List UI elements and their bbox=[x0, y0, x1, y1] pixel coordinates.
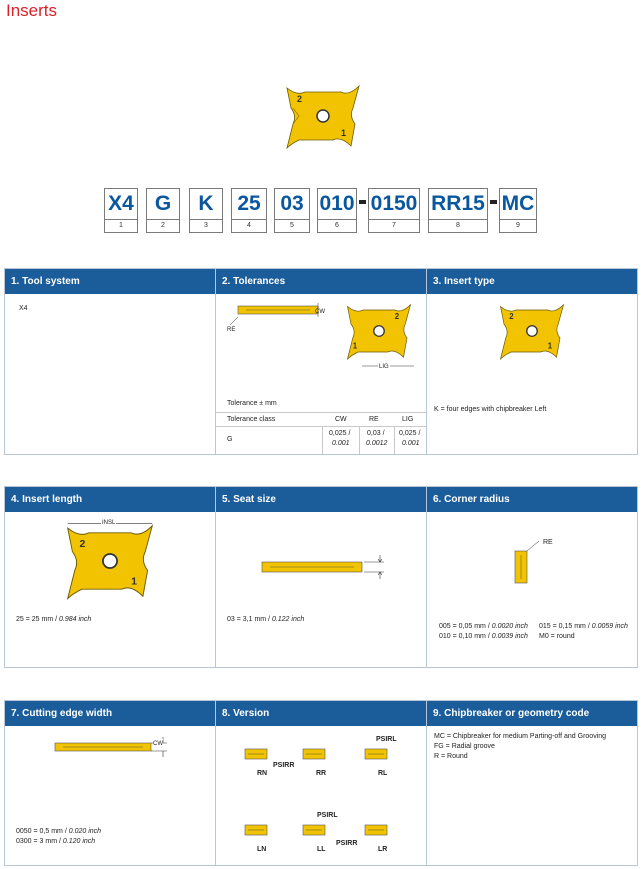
code-dash bbox=[359, 200, 366, 204]
code-num-5: 5 bbox=[274, 220, 310, 233]
tolerance-label: Tolerance ± mm bbox=[227, 400, 277, 407]
code-num-6: 6 bbox=[317, 220, 357, 233]
version-rn-diagram bbox=[244, 747, 268, 761]
table-cell-re-in: 0.0012 bbox=[366, 440, 388, 447]
panel-title: 8. Version bbox=[216, 701, 426, 726]
insl-label: INSL bbox=[102, 520, 116, 526]
panel-title: 2. Tolerances bbox=[216, 269, 426, 294]
version-ps-rl2-label: PSIRL bbox=[317, 812, 338, 819]
code-dash bbox=[490, 200, 497, 204]
panel-corner-radius bbox=[426, 486, 638, 668]
code-num-9: 9 bbox=[499, 220, 537, 233]
corner-radius-diagram bbox=[513, 537, 545, 585]
version-lr-diagram bbox=[364, 823, 388, 837]
panel-chipbreaker bbox=[426, 700, 638, 866]
designation-code bbox=[0, 188, 643, 236]
chipbreaker-line-2: FG = Radial groove bbox=[434, 743, 495, 750]
re-label: RE bbox=[543, 539, 553, 546]
code-seg-3: K bbox=[189, 188, 223, 220]
insert-length-value: 25 = 25 mm / 0.984 inch bbox=[16, 616, 92, 623]
svg-text:1: 1 bbox=[547, 341, 553, 351]
table-cell-cw-mm: 0,025 / bbox=[329, 430, 351, 437]
svg-text:1: 1 bbox=[352, 341, 358, 351]
version-rl-label: RL bbox=[378, 770, 388, 777]
code-num-3: 3 bbox=[189, 220, 223, 233]
tolerance-insert-diagram bbox=[344, 301, 414, 361]
version-ll-label: LL bbox=[317, 846, 326, 853]
version-rr-diagram bbox=[302, 747, 326, 761]
svg-text:2: 2 bbox=[394, 311, 400, 321]
code-num-4: 4 bbox=[231, 220, 267, 233]
version-rn-label: RN bbox=[257, 770, 268, 777]
re-label: RE bbox=[227, 327, 236, 333]
code-seg-8: RR15 bbox=[428, 188, 488, 220]
cutting-edge-line-2: 0300 = 3 mm / 0.120 inch bbox=[16, 838, 96, 845]
seat-size-diagram bbox=[260, 553, 390, 579]
table-cell-re-mm: 0,03 / bbox=[367, 430, 385, 437]
cw-label: CW bbox=[315, 309, 325, 315]
table-cell-cw-in: 0.001 bbox=[332, 440, 350, 447]
lig-label: LIG bbox=[379, 364, 389, 370]
panel-tool-system bbox=[4, 268, 216, 455]
code-seg-6: 010 bbox=[317, 188, 357, 220]
svg-text:1: 1 bbox=[341, 128, 347, 138]
panel-cutting-edge-width bbox=[4, 700, 216, 866]
code-num-7: 7 bbox=[368, 220, 420, 233]
panel-title: 9. Chipbreaker or geometry code bbox=[427, 701, 637, 726]
code-seg-4: 25 bbox=[231, 188, 267, 220]
panel-seat-size bbox=[215, 486, 427, 668]
version-ln-label: LN bbox=[257, 846, 267, 853]
corner-radius-line-1: 005 = 0,05 mm / 0.0020 inch bbox=[439, 623, 528, 630]
code-num-1: 1 bbox=[104, 220, 138, 233]
panel-tolerances bbox=[215, 268, 427, 455]
tolerance-side-view-diagram bbox=[226, 303, 326, 331]
panel-version bbox=[215, 700, 427, 866]
svg-text:1: 1 bbox=[131, 575, 138, 588]
chipbreaker-line-1: MC = Chipbreaker for medium Parting-off and Grooving bbox=[434, 733, 607, 740]
seat-size-value: 03 = 3,1 mm / 0.122 inch bbox=[227, 616, 305, 623]
panel-title: 5. Seat size bbox=[216, 487, 426, 512]
code-seg-2: G bbox=[146, 188, 180, 220]
table-header-lig: LIG bbox=[402, 416, 414, 423]
version-ln-diagram bbox=[244, 823, 268, 837]
panel-title: 3. Insert type bbox=[427, 269, 637, 294]
code-seg-9: MC bbox=[499, 188, 537, 220]
table-header-class: Tolerance class bbox=[227, 416, 276, 423]
corner-radius-line-1b: 015 = 0,15 mm / 0.0059 inch bbox=[539, 623, 628, 630]
version-ps-rr2-label: PSIRR bbox=[336, 840, 358, 847]
code-seg-5: 03 bbox=[274, 188, 310, 220]
table-cell-class: G bbox=[227, 436, 233, 443]
corner-radius-line-2b: M0 = round bbox=[539, 633, 575, 640]
version-rr-label: RR bbox=[316, 770, 327, 777]
cw-label: CW bbox=[153, 741, 163, 747]
tool-system-value: X4 bbox=[19, 305, 28, 312]
table-header-cw: CW bbox=[335, 416, 347, 423]
insert-type-diagram bbox=[497, 301, 567, 361]
insert-hero-image bbox=[283, 82, 363, 150]
version-ll-diagram bbox=[302, 823, 326, 837]
version-rl-diagram bbox=[364, 747, 388, 761]
svg-text:2: 2 bbox=[509, 311, 514, 321]
code-seg-7: 0150 bbox=[368, 188, 420, 220]
panel-insert-length bbox=[4, 486, 216, 668]
table-cell-lig-in: 0.001 bbox=[402, 440, 420, 447]
cutting-edge-line-1: 0050 = 0,5 mm / 0.020 inch bbox=[16, 828, 102, 835]
insert-type-description: K = four edges with chipbreaker Left bbox=[434, 406, 547, 413]
panel-title: 7. Cutting edge width bbox=[5, 701, 215, 726]
version-ps-rr-label: PSIRR bbox=[273, 762, 295, 769]
corner-radius-line-2: 010 = 0,10 mm / 0.0039 inch bbox=[439, 633, 528, 640]
svg-text:2: 2 bbox=[79, 537, 86, 550]
insert-length-diagram bbox=[63, 521, 157, 601]
chipbreaker-line-3: R = Round bbox=[434, 753, 468, 760]
panel-title: 6. Corner radius bbox=[427, 487, 637, 512]
page-title: Inserts bbox=[6, 1, 58, 20]
svg-text:2: 2 bbox=[297, 94, 303, 104]
panel-title: 1. Tool system bbox=[5, 269, 215, 294]
panel-insert-type bbox=[426, 268, 638, 455]
table-header-re: RE bbox=[369, 416, 379, 423]
version-lr-label: LR bbox=[378, 846, 388, 853]
version-ps-rl-label: PSIRL bbox=[376, 736, 397, 743]
code-num-2: 2 bbox=[146, 220, 180, 233]
code-num-8: 8 bbox=[428, 220, 488, 233]
table-cell-lig-mm: 0,025 / bbox=[399, 430, 421, 437]
panel-title: 4. Insert length bbox=[5, 487, 215, 512]
code-seg-1: X4 bbox=[104, 188, 138, 220]
